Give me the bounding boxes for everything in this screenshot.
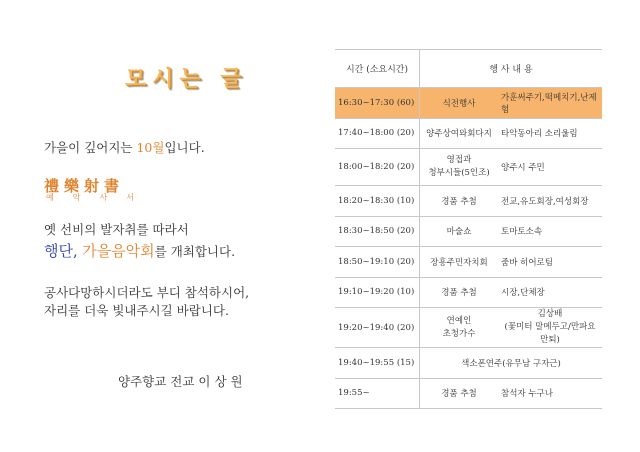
header-content: 행 사 내 용 bbox=[420, 50, 603, 88]
invitation-title: 모시는 글 bbox=[125, 66, 248, 92]
event-name: 가을음악회 bbox=[82, 242, 155, 260]
signature: 양주향교 전교 이 상 원 bbox=[118, 374, 243, 389]
event-verb: 를 개최합니다. bbox=[154, 244, 236, 259]
row-program bbox=[420, 149, 499, 186]
row-performer: 줌바 히어로팀 bbox=[498, 247, 602, 278]
schedule-header-row bbox=[335, 50, 602, 88]
schedule-row bbox=[335, 348, 602, 379]
schedule-row bbox=[335, 277, 602, 308]
body-line-1: 옛 선비의 발자취를 따라서 bbox=[44, 222, 189, 237]
row-program: 경품 추첨 bbox=[420, 186, 499, 217]
row-performer: 타악동아리 소리울림 bbox=[498, 118, 602, 149]
cell-line: 청부시들(5인조) bbox=[428, 168, 490, 178]
row-performer: 참석자 누구나 bbox=[498, 378, 602, 409]
body-line-3: 공사다망하시더라도 부디 참석하시어, bbox=[44, 285, 250, 300]
row-program: 양주상여와회다지 bbox=[420, 118, 499, 149]
row-time: 16:30~17:30 (60) bbox=[335, 88, 420, 119]
hanja-reading: 예악사서 bbox=[46, 193, 153, 202]
row-time: 19:55~ bbox=[335, 378, 420, 409]
row-time: 19:20~19:40 (20) bbox=[335, 308, 420, 348]
row-time: 17:40~18:00 (20) bbox=[335, 118, 420, 149]
header-time: 시간 (소요시간) bbox=[335, 50, 420, 88]
row-performer: 시장,단체장 bbox=[498, 277, 602, 308]
intro-month: 10월 bbox=[136, 140, 165, 155]
cell-line: 연예인 bbox=[446, 315, 472, 326]
row-time: 18:50~19:10 (20) bbox=[335, 247, 420, 278]
schedule-table bbox=[335, 49, 602, 409]
row-performer: 토마토소속 bbox=[498, 216, 602, 247]
row-program: 장흥주민자치회 bbox=[420, 247, 499, 278]
schedule-row bbox=[335, 186, 602, 217]
row-program: 마술쇼 bbox=[420, 216, 499, 247]
schedule-row bbox=[335, 88, 602, 119]
schedule-row bbox=[335, 378, 602, 409]
body-line-2 bbox=[44, 240, 235, 261]
schedule-row bbox=[335, 216, 602, 247]
row-time: 18:30~18:50 (20) bbox=[335, 216, 420, 247]
intro-post: 입니다. bbox=[164, 140, 205, 155]
row-performer: 가훈써주기,떡메치기,난제험 bbox=[498, 88, 602, 119]
cell-line: 영접과 bbox=[446, 155, 472, 165]
hanja-motto: 禮樂射書 bbox=[44, 177, 125, 195]
cell-line: 초청가수 bbox=[442, 328, 476, 339]
row-performer: 전교,유도회장,여성회장 bbox=[498, 186, 602, 217]
row-program bbox=[420, 308, 499, 348]
body-line-4: 자리를 더욱 빛내주시길 바랍니다. bbox=[44, 303, 229, 318]
row-program: 색소폰연주(유무남 구자근) bbox=[420, 348, 603, 379]
schedule-row bbox=[335, 247, 602, 278]
row-program: 경품 추첨 bbox=[420, 277, 499, 308]
row-performer: 양주시 주민 bbox=[498, 149, 602, 186]
row-time: 19:10~19:20 (10) bbox=[335, 277, 420, 308]
row-performer bbox=[498, 308, 602, 348]
cell-line: 김상배 bbox=[537, 309, 563, 319]
schedule-row bbox=[335, 118, 602, 149]
row-time: 19:40~19:55 (15) bbox=[335, 348, 420, 379]
schedule-row bbox=[335, 149, 602, 186]
schedule-row bbox=[335, 308, 602, 348]
intro-line bbox=[44, 138, 205, 156]
cell-line: (꽃미터 말메두고/만파요 만퇴) bbox=[504, 322, 596, 345]
row-time: 18:20~18:30 (10) bbox=[335, 186, 420, 217]
event-place: 행단, bbox=[44, 242, 78, 260]
row-program: 식전행사 bbox=[420, 88, 499, 119]
row-program: 경품 추첨 bbox=[420, 378, 499, 409]
intro-pre: 가을이 깊어지는 bbox=[44, 140, 137, 155]
schedule-body bbox=[335, 88, 602, 409]
row-time: 18:00~18:20 (20) bbox=[335, 149, 420, 186]
